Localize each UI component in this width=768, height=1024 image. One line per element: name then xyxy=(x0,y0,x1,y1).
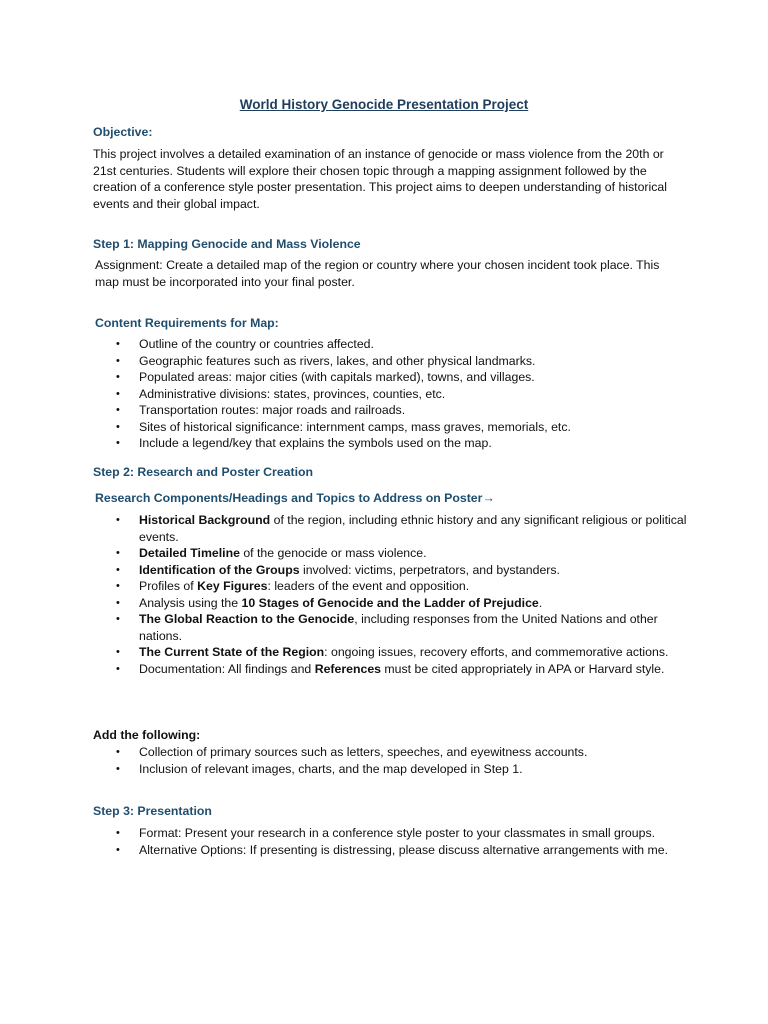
item-bold-text: References xyxy=(314,661,381,676)
item-bold-text: The Global Reaction to the Genocide xyxy=(139,612,355,626)
item-text: . xyxy=(538,595,543,610)
item-bold-text: The Current State of the Region xyxy=(139,645,325,659)
list-item-text: Transportation routes: major roads and railroads. xyxy=(139,403,406,417)
list-item-text: Sites of historical significance: internment camps, mass graves, memorials, etc. xyxy=(139,419,571,434)
bullet: • xyxy=(116,387,120,400)
map-requirements-list xyxy=(93,336,693,452)
item-bold-text: Historical Background xyxy=(139,513,271,527)
list-item xyxy=(93,825,693,842)
list-item xyxy=(93,761,693,778)
step3-heading: Step 3: Presentation xyxy=(93,804,212,818)
bullet: • xyxy=(116,354,120,367)
bullet: • xyxy=(116,514,120,526)
list-item-text: Administrative divisions: states, provinces, counties, etc. xyxy=(139,386,446,401)
research-components-heading xyxy=(95,490,685,507)
item-text: , including responses from the United Nations and other nations. xyxy=(139,612,658,643)
item-bold-text: Detailed Timeline xyxy=(139,546,240,560)
research-components-list xyxy=(93,512,693,677)
item-text: : ongoing issues, recovery efforts, and commemorative actions. xyxy=(324,645,669,659)
list-item-text: Alternative Options: If presenting is distressing, please discuss alternative arrangements with me. xyxy=(139,842,669,857)
list-item xyxy=(93,661,693,678)
objective-heading: Objective: xyxy=(93,125,153,139)
list-item-text: Format: Present your research in a conference style poster to your classmates in small groups. xyxy=(139,826,656,840)
list-item xyxy=(93,402,693,419)
list-item-text: Inclusion of relevant images, charts, and the map developed in Step 1. xyxy=(139,761,523,776)
list-item-text: Include a legend/key that explains the symbols used on the map. xyxy=(139,436,492,450)
bullet: • xyxy=(116,437,120,449)
bullet: • xyxy=(116,746,120,758)
step1-assignment: Assignment: Create a detailed map of the region or country where your chosen incident took place. This map must be incorporated into your final poster. xyxy=(95,258,660,289)
bullet: • xyxy=(116,843,120,856)
item-bold-text: Key Figures xyxy=(197,579,268,593)
step2-heading: Step 2: Research and Poster Creation xyxy=(93,465,314,479)
bullet: • xyxy=(116,662,120,675)
bullet: • xyxy=(116,613,120,625)
item-text: involved: victims, perpetrators, and bystanders. xyxy=(299,562,560,577)
list-item xyxy=(93,842,693,859)
arrow-right-icon: → xyxy=(482,491,495,505)
bullet: • xyxy=(116,404,120,416)
list-item xyxy=(93,336,693,353)
presentation-list xyxy=(93,825,693,858)
list-item xyxy=(93,611,693,644)
list-item xyxy=(93,578,693,595)
bullet: • xyxy=(116,547,120,559)
map-requirements-heading: Content Requirements for Map: xyxy=(95,316,279,330)
bullet: • xyxy=(116,371,120,383)
list-item xyxy=(93,386,693,403)
list-item xyxy=(93,562,693,579)
list-item xyxy=(93,545,693,562)
list-item-text: Geographic features such as rivers, lakes, and other physical landmarks. xyxy=(139,353,536,368)
item-text: of the genocide or mass violence. xyxy=(239,546,427,560)
list-item xyxy=(93,644,693,661)
item-bold-text: Identification of the Groups xyxy=(139,562,300,577)
step1-heading: Step 1: Mapping Genocide and Mass Violence xyxy=(93,237,361,251)
list-item xyxy=(93,419,693,436)
list-item xyxy=(93,512,693,545)
bullet: • xyxy=(116,420,120,433)
add-following-list xyxy=(93,744,693,777)
list-item xyxy=(93,369,693,386)
bullet: • xyxy=(116,646,120,658)
list-item-text: Collection of primary sources such as letters, speeches, and eyewitness accounts. xyxy=(139,745,588,759)
objective-text: This project involves a detailed examination of an instance of genocide or mass violence from the 20th or 21st centuries. Students will explore their chosen topic through a mapping assignment followed by the creation of a conference style poster presentation. This project aims to deepen understanding of historical events and their global impact. xyxy=(93,147,667,211)
bullet: • xyxy=(116,338,120,350)
item-text: must be cited appropriately in APA or Harvard style. xyxy=(381,661,665,676)
bullet: • xyxy=(116,827,120,839)
list-item xyxy=(93,595,693,612)
list-item-text: Outline of the country or countries affected. xyxy=(139,337,374,351)
list-item-text: Populated areas: major cities (with capitals marked), towns, and villages. xyxy=(139,370,535,384)
item-text: Documentation: All findings and xyxy=(139,661,315,676)
bullet: • xyxy=(116,563,120,576)
item-text: Analysis using the xyxy=(139,595,242,610)
item-bold-text: 10 Stages of Genocide and the Ladder of Prejudice xyxy=(241,595,539,610)
add-following-heading: Add the following: xyxy=(93,728,201,742)
item-text: Profiles of xyxy=(139,579,198,593)
item-text: : leaders of the event and opposition. xyxy=(267,579,470,593)
bullet: • xyxy=(116,596,120,609)
item-text: of the region, including ethnic history and any significant religious or political events. xyxy=(139,513,687,544)
bullet: • xyxy=(116,762,120,775)
list-item xyxy=(93,744,693,761)
research-components-text: Research Components/Headings and Topics to Address on Poster xyxy=(95,491,483,505)
list-item xyxy=(93,353,693,370)
list-item xyxy=(93,435,693,452)
bullet: • xyxy=(116,580,120,592)
document-title: World History Genocide Presentation Project xyxy=(239,97,529,112)
